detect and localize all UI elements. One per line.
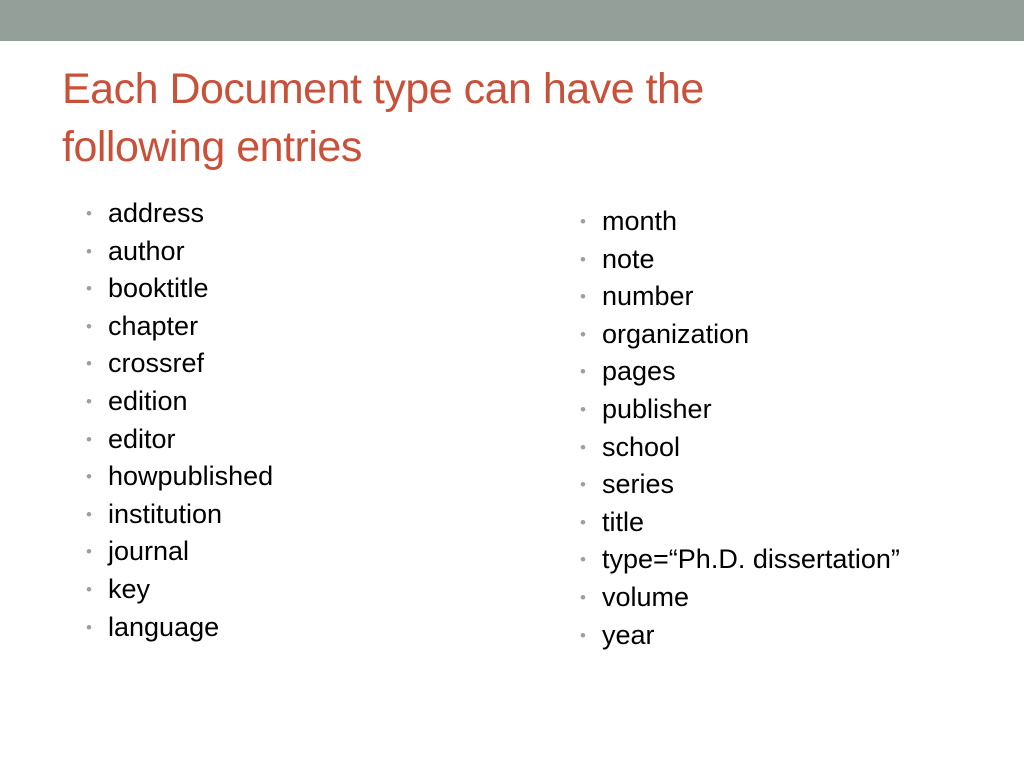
bullet-icon: • <box>86 579 92 599</box>
entry-label: booktitle <box>108 273 209 304</box>
bullet-icon: • <box>580 587 586 607</box>
list-item <box>580 617 900 655</box>
bullet-icon: • <box>86 504 92 524</box>
entry-label: edition <box>108 385 188 416</box>
entry-label: language <box>108 611 220 642</box>
slide-title-line-2: following entries <box>62 123 362 171</box>
bullet-icon: • <box>580 249 586 269</box>
entry-label: address <box>108 198 205 228</box>
list-item <box>86 270 273 308</box>
bullet-icon: • <box>86 354 92 374</box>
list-item <box>580 278 900 316</box>
entry-label: number <box>602 281 694 312</box>
list-item <box>580 429 900 467</box>
entry-label: note <box>602 243 655 274</box>
bullet-icon: • <box>580 512 586 532</box>
bullet-icon: • <box>86 617 92 637</box>
list-item <box>86 233 273 271</box>
bullet-icon: • <box>86 467 92 487</box>
bullet-icon: • <box>86 316 92 336</box>
list-item <box>86 533 273 571</box>
entry-label: volume <box>602 581 690 612</box>
entry-label: author <box>108 235 185 266</box>
bullet-icon: • <box>580 437 586 457</box>
list-item <box>86 571 273 609</box>
list-item <box>580 541 900 579</box>
bullet-icon: • <box>86 542 92 562</box>
top-bar <box>0 0 1024 41</box>
list-item <box>580 316 900 354</box>
entry-label: journal <box>108 536 190 567</box>
list-item <box>580 579 900 617</box>
entry-label: month <box>602 206 678 236</box>
bullet-icon: • <box>580 324 586 344</box>
list-item <box>580 241 900 279</box>
right-entry-list <box>580 203 900 654</box>
entry-label: type=“Ph.D. dissertation” <box>602 544 900 575</box>
list-item <box>86 496 273 534</box>
bullet-icon: • <box>580 362 586 382</box>
entry-label: publisher <box>602 393 712 424</box>
list-item <box>580 203 900 241</box>
list-item <box>86 458 273 496</box>
bullet-icon: • <box>86 429 92 449</box>
entry-label: organization <box>602 318 750 349</box>
bullet-icon: • <box>580 625 586 645</box>
list-item <box>580 391 900 429</box>
left-entry-list <box>86 195 273 646</box>
list-item <box>86 383 273 421</box>
entry-label: title <box>602 506 645 537</box>
bullet-icon: • <box>580 399 586 419</box>
entry-label: howpublished <box>108 461 274 492</box>
entry-label: year <box>602 619 655 650</box>
bullet-icon: • <box>580 287 586 307</box>
bullet-icon: • <box>86 391 92 411</box>
slide-title <box>62 60 962 176</box>
list-item <box>86 308 273 346</box>
bullet-icon: • <box>86 279 92 299</box>
bullet-icon: • <box>86 241 92 261</box>
entry-label: pages <box>602 356 676 387</box>
bullet-icon: • <box>580 550 586 570</box>
list-item <box>580 466 900 504</box>
bullet-icon: • <box>580 475 586 495</box>
list-item <box>580 504 900 542</box>
list-item <box>86 345 273 383</box>
slide-title-line-1: Each Document type can have the <box>62 65 704 113</box>
entry-label: school <box>602 431 681 462</box>
entry-label: series <box>602 469 675 500</box>
list-item <box>86 195 273 233</box>
entry-label: crossref <box>108 348 205 379</box>
entry-label: chapter <box>108 310 199 341</box>
entry-label: editor <box>108 423 176 454</box>
list-item <box>86 421 273 459</box>
entry-label: institution <box>108 498 223 529</box>
entry-label: key <box>108 573 151 604</box>
bullet-icon: • <box>580 212 586 231</box>
list-item <box>86 609 273 647</box>
list-item <box>580 353 900 391</box>
bullet-icon: • <box>86 204 92 223</box>
